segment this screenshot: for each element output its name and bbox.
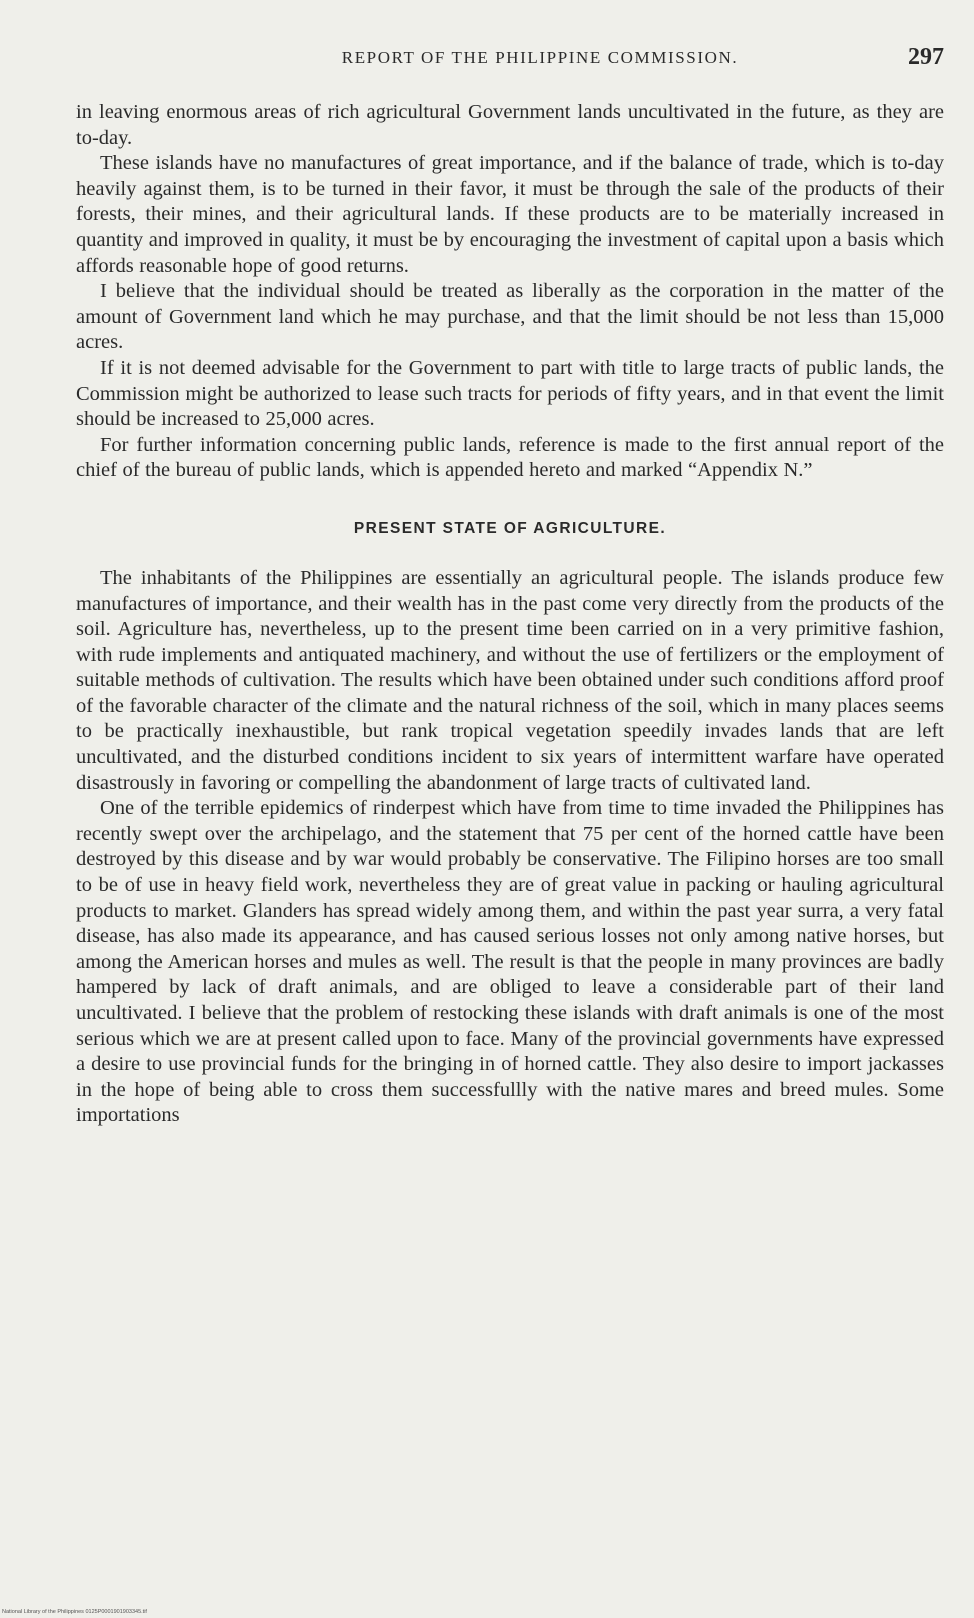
paragraph: These islands have no manufactures of great importance, and if the balance of trade, which is to-day heavily against them, is to be turned in their favor, it must be through the sale of the products of their forests, their mines, and their agricultural lands. If these products are to be materially increased in quantity and improved in quality, it must be by encouraging the investment of capital upon a basis which affords reasonable hope of good returns. (76, 152, 944, 277)
paragraph: in leaving enormous areas of rich agricultural Government lands uncultivated in the future, as they are to-day. (76, 101, 944, 149)
paragraph: For further information concerning public lands, reference is made to the first annual report of the chief of the bureau of public lands, which is appended hereto and marked “Appendix N.” (76, 433, 944, 482)
paragraph: If it is not deemed advisable for the Government to part with title to large tracts of public lands, the Commission might be authorized to lease such tracts for periods of fifty years, and in that event the limit should be increased to 25,000 acres. (76, 356, 944, 431)
body-text (76, 100, 944, 1129)
paragraph: I believe that the individual should be treated as liberally as the corporation in the matter of the amount of Government land which he may purchase, and that the limit should be not less than 15,000 acres. (76, 280, 944, 354)
page-header (76, 44, 944, 82)
paragraph: The inhabitants of the Philippines are essentially an agricultural people. The islands produce few manufactures of importance, and their wealth has in the past come very directly from the products of the soil. Agriculture has, nevertheless, up to the present time been carried on in a very primitive fashion, with rude implements and antiquated machinery, and without the use of fertilizers or the employment of suitable methods of cultivation. The results which have been obtained under such conditions afford proof of the favorable character of the climate and the natural richness of the soil, which in many places seems to be practically inexhaustible, but rank tropical vegetation speedily invades lands that are left uncultivated, and the disturbed conditions incident to six years of intermittent warfare have operated disastrously in favoring or compelling the abandonment of large tracts of cultivated land. (76, 566, 944, 794)
page-number: 297 (908, 44, 944, 70)
scan-footer-note: National Library of the Philippines 0125P0001901903345.tif (2, 1609, 147, 1615)
paragraph: One of the terrible epidemics of rinderpest which have from time to time invaded the Philippines has recently swept over the archipelago, and the statement that 75 per cent of the horned cattle have been destroyed by this disease and by war would probably be conservative. The Filipino horses are too small to be of use in heavy field work, nevertheless they are of great value in packing or hauling agricultural products to market. Glanders has spread widely among them, and within the past year surra, a very fatal disease, has also made its appearance, and has caused serious losses not only among native horses, but among the American horses and mules as well. The result is that the people in many provinces are badly hampered by lack of draft animals, and are obliged to leave a considerable part of their land uncultivated. I believe that the problem of restocking these islands with draft animals is one of the most serious which we are at present called upon to face. Many of the provincial governments have expressed a desire to use provincial funds for the bringing in of horned cattle. They also desire to import jackasses in the hope of being able to cross them successfullly with the native mares and breed mules. Some importations (76, 797, 944, 1127)
section-heading: PRESENT STATE OF AGRICULTURE. (353, 519, 667, 537)
running-head: REPORT OF THE PHILIPPINE COMMISSION. (341, 48, 739, 67)
